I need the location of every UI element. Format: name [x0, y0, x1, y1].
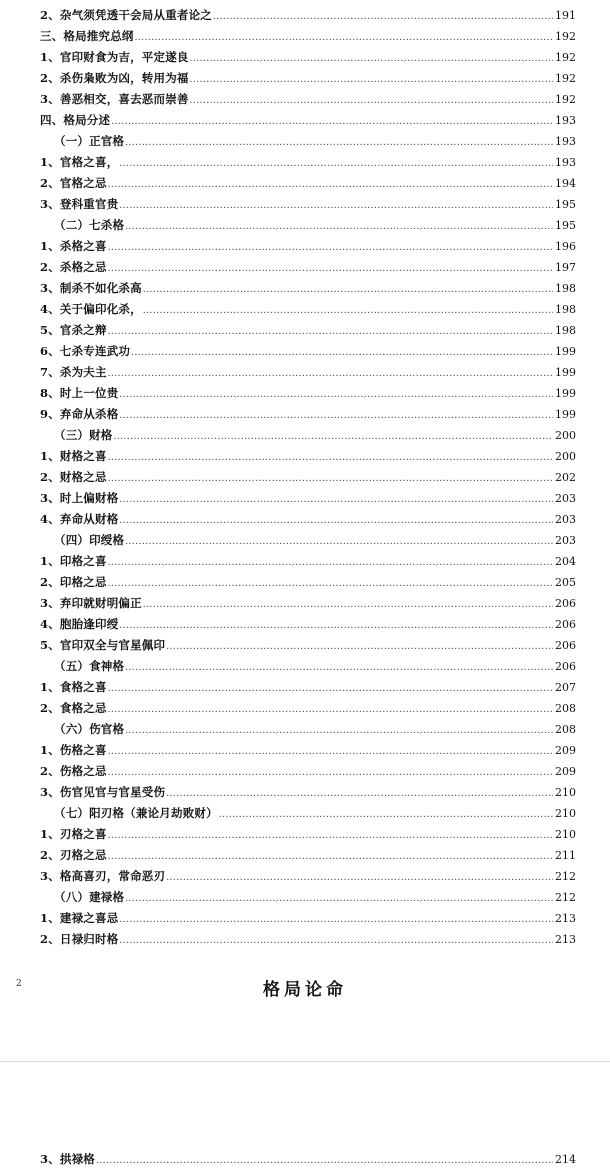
toc-entry-label: 2、杂气须凭透干会局从重者论之: [40, 8, 212, 22]
toc-entry-label: 1、刃格之喜: [40, 827, 107, 841]
toc-entry-label: （五）食神格: [54, 659, 125, 673]
toc-leader-dots: [131, 347, 553, 358]
toc-entry-page-number: 209: [555, 744, 576, 757]
toc-entry[interactable]: [40, 10, 576, 31]
toc-entry-page-number: 212: [555, 891, 576, 904]
toc-leader-dots: [108, 767, 553, 778]
toc-entry[interactable]: [40, 241, 576, 262]
toc-entry-page-number: 195: [555, 198, 576, 211]
toc-entry-page-number: 211: [555, 849, 576, 862]
toc-leader-dots: [108, 263, 553, 274]
toc-entry-page-number: 206: [555, 618, 576, 631]
toc-entry[interactable]: [40, 787, 576, 808]
toc-entry-label: 3、拱禄格: [40, 1152, 96, 1166]
toc-leader-dots: [119, 200, 553, 211]
toc-entry[interactable]: [40, 934, 576, 955]
toc-entry[interactable]: [40, 808, 576, 829]
toc-leader-dots: [143, 284, 553, 295]
toc-entry-label: 3、制杀不如化杀高: [40, 281, 142, 295]
toc-leader-dots: [125, 221, 553, 232]
toc-entry-label: 1、伤格之喜: [40, 743, 107, 757]
toc-entry-label: 1、杀格之喜: [40, 239, 107, 253]
toc-entry-label: 2、财格之忌: [40, 470, 107, 484]
toc-entry[interactable]: [40, 514, 576, 535]
toc-entry-label: 3、登科重官贵: [40, 197, 119, 211]
toc-entry[interactable]: [40, 73, 576, 94]
blank-spacer: [0, 1062, 610, 1154]
toc-leader-dots: [190, 53, 553, 64]
toc-entry[interactable]: [40, 157, 576, 178]
toc-leader-dots: [119, 158, 553, 169]
toc-entry-page-number: 206: [555, 639, 576, 652]
toc-entry-page-number: 213: [555, 933, 576, 946]
toc-leader-dots: [108, 746, 553, 757]
toc-entry-label: 三、格局推究总纲: [40, 29, 134, 43]
toc-entry-label: （六）伤官格: [54, 722, 125, 736]
toc-entry-page-number: 203: [555, 513, 576, 526]
toc-leader-dots: [111, 116, 553, 127]
toc-entry-page-number: 198: [555, 303, 576, 316]
toc-leader-dots: [166, 641, 553, 652]
toc-entry[interactable]: [40, 913, 576, 934]
toc-entry-label: 2、日禄归时格: [40, 932, 119, 946]
toc-leader-dots: [108, 242, 553, 253]
toc-entry-label: 2、伤格之忌: [40, 764, 107, 778]
toc-entry[interactable]: [40, 472, 576, 493]
toc-entry-label: 2、官格之忌: [40, 176, 107, 190]
toc-entry[interactable]: [40, 262, 576, 283]
toc-entry-label: （七）阳刃格（兼论月劫败财）: [54, 806, 218, 820]
toc-entry[interactable]: [40, 640, 576, 661]
toc-entry[interactable]: [40, 388, 576, 409]
toc-entry-label: （二）七杀格: [54, 218, 125, 232]
toc-entry-page-number: 191: [555, 9, 576, 22]
toc-entry-label: 1、食格之喜: [40, 680, 107, 694]
toc-entry[interactable]: [40, 283, 576, 304]
toc-entry-page-number: 203: [555, 492, 576, 505]
toc-entry-page-number: 192: [555, 30, 576, 43]
toc-entry-page-number: 194: [555, 177, 576, 190]
toc-entry[interactable]: [40, 115, 576, 136]
toc-leader-dots: [143, 305, 553, 316]
toc-leader-dots: [108, 326, 553, 337]
toc-leader-dots: [108, 452, 553, 463]
toc-entry-label: 3、善恶相交，喜去恶而崇善: [40, 92, 189, 106]
toc-entry-page-number: 210: [555, 786, 576, 799]
toc-entry-page-number: 208: [555, 723, 576, 736]
toc-entry-label: 1、建禄之喜忌: [40, 911, 119, 925]
toc-entry[interactable]: [40, 619, 576, 640]
toc-entry-label: 2、刃格之忌: [40, 848, 107, 862]
toc-entry-label: 3、弃印就财明偏正: [40, 596, 142, 610]
toc-entry-label: （一）正官格: [54, 134, 125, 148]
toc-entry-page-number: 196: [555, 240, 576, 253]
toc-leader-dots: [108, 368, 553, 379]
toc-entry-page-number: 199: [555, 345, 576, 358]
toc-entry-page-number: 199: [555, 366, 576, 379]
toc-entry[interactable]: [40, 682, 576, 703]
toc-entry-label: 8、时上一位贵: [40, 386, 119, 400]
toc-entry-page-number: 214: [555, 1153, 576, 1166]
toc-entry-label: 四、格局分述: [40, 113, 111, 127]
toc-entry-label: 1、官格之喜，: [40, 155, 119, 169]
toc-entry-page-number: 210: [555, 807, 576, 820]
toc-entry[interactable]: [40, 325, 576, 346]
toc-entry-page-number: 192: [555, 93, 576, 106]
toc-entry-page-number: 209: [555, 765, 576, 778]
toc-entry[interactable]: [40, 661, 576, 682]
toc-leader-dots: [96, 1155, 553, 1166]
toc-leader-dots: [119, 935, 553, 946]
toc-leader-dots: [219, 809, 553, 820]
toc-leader-dots: [108, 830, 553, 841]
toc-entry[interactable]: [40, 829, 576, 850]
toc-entry-label: 3、时上偏财格: [40, 491, 119, 505]
toc-leader-dots: [125, 536, 553, 547]
toc-entry-page-number: 197: [555, 261, 576, 274]
toc-leader-dots: [135, 32, 553, 43]
toc-leader-dots: [108, 473, 553, 484]
toc-entry-page-number: 213: [555, 912, 576, 925]
toc-entry-page-number: 200: [555, 429, 576, 442]
toc-entry[interactable]: [40, 556, 576, 577]
toc-leader-dots: [125, 137, 553, 148]
toc-entry-label: 2、杀伤枭败为凶，转用为福: [40, 71, 189, 85]
toc-entry-page-number: 207: [555, 681, 576, 694]
toc-entry-page-number: 199: [555, 408, 576, 421]
toc-entry[interactable]: [40, 220, 576, 241]
toc-entry[interactable]: [40, 724, 576, 745]
toc-entry-label: 6、七杀专连武功: [40, 344, 131, 358]
toc-entry-label: 4、关于偏印化杀，: [40, 302, 142, 316]
toc-entry[interactable]: [40, 94, 576, 115]
toc-entry-label: 4、弃命从财格: [40, 512, 119, 526]
chapter-heading-block: [0, 973, 610, 1043]
toc-entry[interactable]: [40, 703, 576, 724]
toc-entry[interactable]: [40, 577, 576, 598]
toc-entry-label: （八）建禄格: [54, 890, 125, 904]
toc-leader-dots: [213, 11, 553, 22]
toc-entry[interactable]: [40, 199, 576, 220]
toc-leader-dots: [108, 851, 553, 862]
toc-entry[interactable]: [40, 52, 576, 73]
toc-entry[interactable]: [40, 178, 576, 199]
toc-leader-dots: [125, 725, 553, 736]
toc-entry-page-number: 198: [555, 282, 576, 295]
toc-leader-dots: [190, 95, 553, 106]
toc-leader-dots: [108, 704, 553, 715]
toc-leader-dots: [119, 914, 553, 925]
toc-entry-page-number: 195: [555, 219, 576, 232]
page-folio: 2: [16, 979, 22, 989]
toc-leader-dots: [119, 620, 553, 631]
toc-leader-dots: [190, 74, 553, 85]
toc-entry-page-number: 206: [555, 660, 576, 673]
toc-leader-dots: [119, 389, 553, 400]
toc-entry[interactable]: [40, 346, 576, 367]
toc-entry-page-number: 193: [555, 135, 576, 148]
toc-entry-label: 7、杀为夫主: [40, 365, 107, 379]
toc-entry[interactable]: [40, 31, 576, 52]
toc-leader-dots: [166, 872, 553, 883]
toc-entry-label: 2、食格之忌: [40, 701, 107, 715]
toc-leader-dots: [108, 179, 553, 190]
toc-entry[interactable]: [40, 451, 576, 472]
toc-entry-page-number: 200: [555, 450, 576, 463]
chapter-title: 格局论命: [263, 980, 347, 1000]
toc-leader-dots: [125, 893, 553, 904]
toc-entry-label: 1、财格之喜: [40, 449, 107, 463]
toc-entry[interactable]: [40, 1154, 576, 1175]
toc-entry-page-number: 203: [555, 534, 576, 547]
toc-entry[interactable]: [40, 871, 576, 892]
toc-leader-dots: [108, 557, 553, 568]
toc-entry-page-number: 193: [555, 156, 576, 169]
toc-entry[interactable]: [40, 766, 576, 787]
table-of-contents-continued: [0, 1154, 610, 1175]
toc-leader-dots: [119, 494, 553, 505]
toc-entry-page-number: 204: [555, 555, 576, 568]
toc-entry[interactable]: [40, 892, 576, 913]
toc-entry[interactable]: [40, 493, 576, 514]
toc-entry-page-number: 202: [555, 471, 576, 484]
toc-entry-label: 3、格高喜刃，常命恶刃: [40, 869, 166, 883]
toc-entry[interactable]: [40, 367, 576, 388]
toc-entry-label: 1、官印财食为吉，平定遂良: [40, 50, 189, 64]
toc-leader-dots: [119, 515, 553, 526]
toc-entry-page-number: 212: [555, 870, 576, 883]
toc-entry[interactable]: [40, 304, 576, 325]
toc-entry-label: 2、印格之忌: [40, 575, 107, 589]
toc-entry-page-number: 192: [555, 72, 576, 85]
toc-entry-page-number: 193: [555, 114, 576, 127]
toc-leader-dots: [143, 599, 553, 610]
toc-leader-dots: [166, 788, 553, 799]
toc-entry[interactable]: [40, 409, 576, 430]
toc-leader-dots: [108, 683, 553, 694]
toc-entry-page-number: 210: [555, 828, 576, 841]
toc-leader-dots: [119, 410, 553, 421]
toc-entry-label: （三）财格: [54, 428, 113, 442]
toc-entry[interactable]: [40, 136, 576, 157]
toc-entry[interactable]: [40, 850, 576, 871]
toc-entry-page-number: 199: [555, 387, 576, 400]
toc-entry-label: 5、官杀之辩: [40, 323, 107, 337]
toc-entry-page-number: 208: [555, 702, 576, 715]
toc-leader-dots: [125, 662, 553, 673]
toc-leader-dots: [114, 431, 554, 442]
toc-entry-page-number: 205: [555, 576, 576, 589]
toc-entry[interactable]: [40, 535, 576, 556]
toc-leader-dots: [108, 578, 553, 589]
toc-entry-label: （四）印绶格: [54, 533, 125, 547]
toc-entry-label: 1、印格之喜: [40, 554, 107, 568]
toc-entry-page-number: 198: [555, 324, 576, 337]
toc-entry-page-number: 206: [555, 597, 576, 610]
toc-entry[interactable]: [40, 430, 576, 451]
toc-entry-label: 4、胞胎逢印绶: [40, 617, 119, 631]
toc-entry-label: 9、弃命从杀格: [40, 407, 119, 421]
toc-entry-label: 2、杀格之忌: [40, 260, 107, 274]
toc-entry[interactable]: [40, 745, 576, 766]
toc-entry-page-number: 192: [555, 51, 576, 64]
toc-entry-label: 5、官印双全与官星佩印: [40, 638, 166, 652]
toc-entry[interactable]: [40, 598, 576, 619]
toc-entry-label: 3、伤官见官与官星受伤: [40, 785, 166, 799]
